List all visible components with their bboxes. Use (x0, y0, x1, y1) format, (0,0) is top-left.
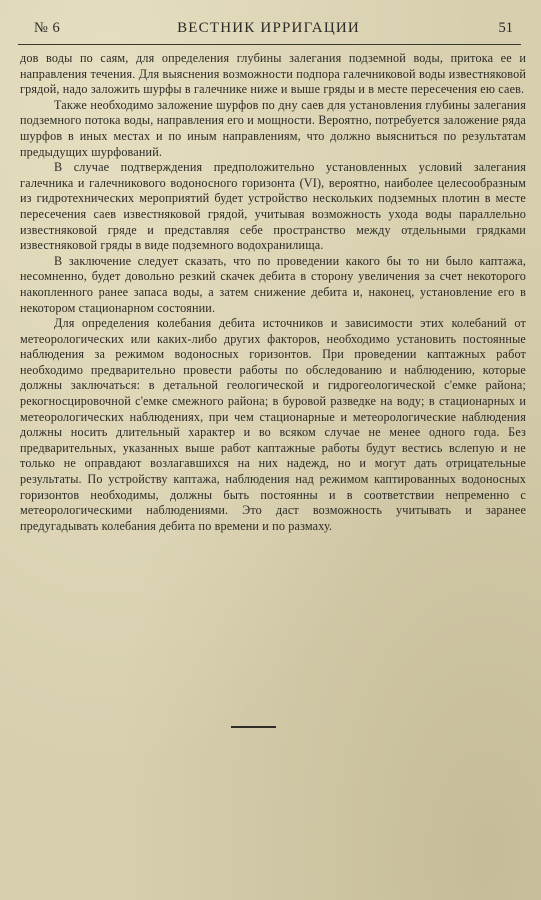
journal-title: ВЕСТНИК ИРРИГАЦИИ (177, 20, 360, 36)
article-body (20, 51, 526, 534)
paragraph: Также необходимо заложение шурфов по дну саев для установления глубины залегания подземного потока воды, направления его и мощности. Вероятно, потребуется заложение ряда шурфов в иных местах и по иным направлениям, что должно выясниться по результатам предыдущих шурфований. (20, 97, 526, 159)
paragraph-continued: дов воды по саям, для определения глубины залегания подземной воды, притока ее и направления течения. Для выяснения возможности подпора галечниковой воды известняковой грядой, надо заложить шурфы в галечнике ниже и выше гряды и в месте пересечения ею саев. (20, 51, 526, 97)
paragraph: В заключение следует сказать, что по проведении какого бы то ни было каптажа, несомненно, будет довольно резкий скачек дебита в сторону увеличения за счет некоторого накопленного ранее запаса воды, а затем снижение дебита и, наконец, установление его в некотором стационарном состоянии. (20, 253, 526, 315)
paragraph: В случае подтверждения предположительно установленных условий залегания галечника и галечникового водоносного горизонта (VI), вероятно, наиболее целесообразным из гидротехнических мероприятий будет устройство нескольких подземных плотин в месте пересечения саев известняковой грядой, учитывая возможность ухода воды параллельно известняковой гряде и представляя себе пространство между отдельными грядками известняковой гряды в виде подземного водохранилища. (20, 160, 526, 253)
running-header (18, 20, 519, 42)
paragraph: Для определения колебания дебита источников и зависимости этих колебаний от метеорологических или каких-либо других факторов, необходимо установить постоянные наблюдения за режимом водоносных горизонтов. При проведении каптажных работ необходимо предварительно провести работы по обследованию и наблюдению, которые должны заключаться: в детальной геологической и гидрогеологической с'емке района; рекогносцировочной с'емке смежного района; в буровой разведке на воду; в стационарных и метеорологических наблюдениях, при чем стационарные и метеорологические наблюдения должны носить длительный характер и во всяком случае не менее одного года. Без предварительных, указанных выше работ каптажные работы будут вестись вслепую и не только не оправдают возлагавшихся на них надежд, но и могут дать отрицательные результаты. По устройству каптажа, наблюдения над режимом каптированных водоносных горизонтов необходимы, должны быть постоянны и в соответствии непременно с метеорологическими наблюдениями. Это даст возможность учитывать и заранее предугадывать колебания дебита по времени и по размаху. (20, 316, 526, 533)
issue-number: № 6 (34, 20, 61, 36)
page-number: 51 (498, 20, 513, 36)
article-end-rule (231, 726, 276, 728)
header-rule (18, 44, 521, 45)
